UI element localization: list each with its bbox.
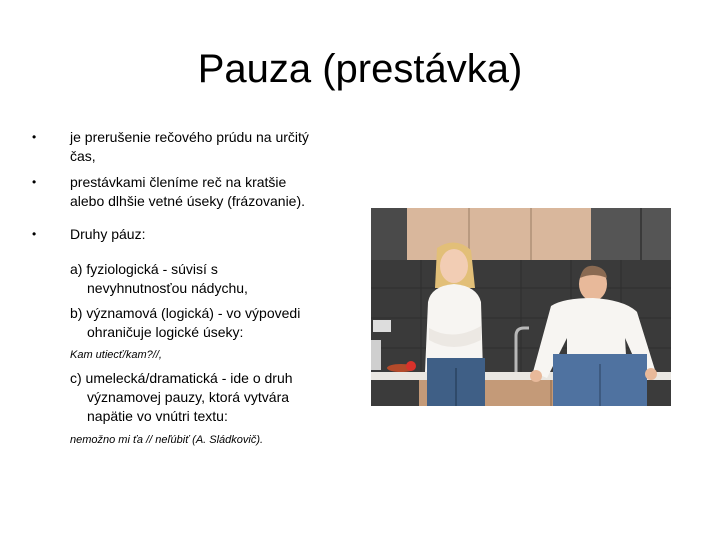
bullet-marker: • xyxy=(32,175,37,189)
bullet-marker: • xyxy=(32,130,37,144)
example-artistic: nemožno mi ťa // neľúbiť (A. Sládkovič). xyxy=(70,434,264,446)
pause-type-line: významovej pauzy, ktorá vytvára xyxy=(87,389,290,405)
bullet-text-line: prestávkami členíme reč na kratšie xyxy=(70,174,287,190)
bullet-definition xyxy=(32,128,309,166)
bullet-text-line: Druhy páuz: xyxy=(70,226,146,242)
slide-title: Pauza (prestávka) xyxy=(197,47,523,91)
bullet-text-line: čas, xyxy=(70,148,96,164)
pause-type-line: napätie vo vnútri textu: xyxy=(87,408,228,424)
pause-type-line: b) významová (logická) - vo výpovedi xyxy=(70,305,301,321)
couple-kitchen-illustration xyxy=(371,208,671,406)
bullet-phrasing xyxy=(32,173,306,211)
example-logical: Kam utiecť/kam?//, xyxy=(70,349,162,361)
bullet-text-line: alebo dlhšie vetné úseky (frázovanie). xyxy=(70,193,306,209)
pause-type-line: a) fyziologická - súvisí s xyxy=(70,261,218,277)
bullet-marker: • xyxy=(32,227,37,241)
couple-kitchen-photo xyxy=(371,208,671,406)
dark-cabinet-left xyxy=(371,208,407,260)
bullet-text-line: je prerušenie rečového prúdu na určitý xyxy=(70,129,309,145)
pause-type-line: c) umelecká/dramatická - ide o druh xyxy=(70,370,293,386)
bullet-types-heading xyxy=(32,225,146,244)
pause-type-line: ohraničuje logické úseky: xyxy=(87,324,244,340)
pause-type-line: nevyhnutnosťou nádychu, xyxy=(87,280,248,296)
pause-type-physiological xyxy=(70,260,248,298)
pause-type-logical xyxy=(70,304,300,342)
dark-cabinet-right xyxy=(591,208,671,260)
pause-type-artistic xyxy=(70,369,293,426)
